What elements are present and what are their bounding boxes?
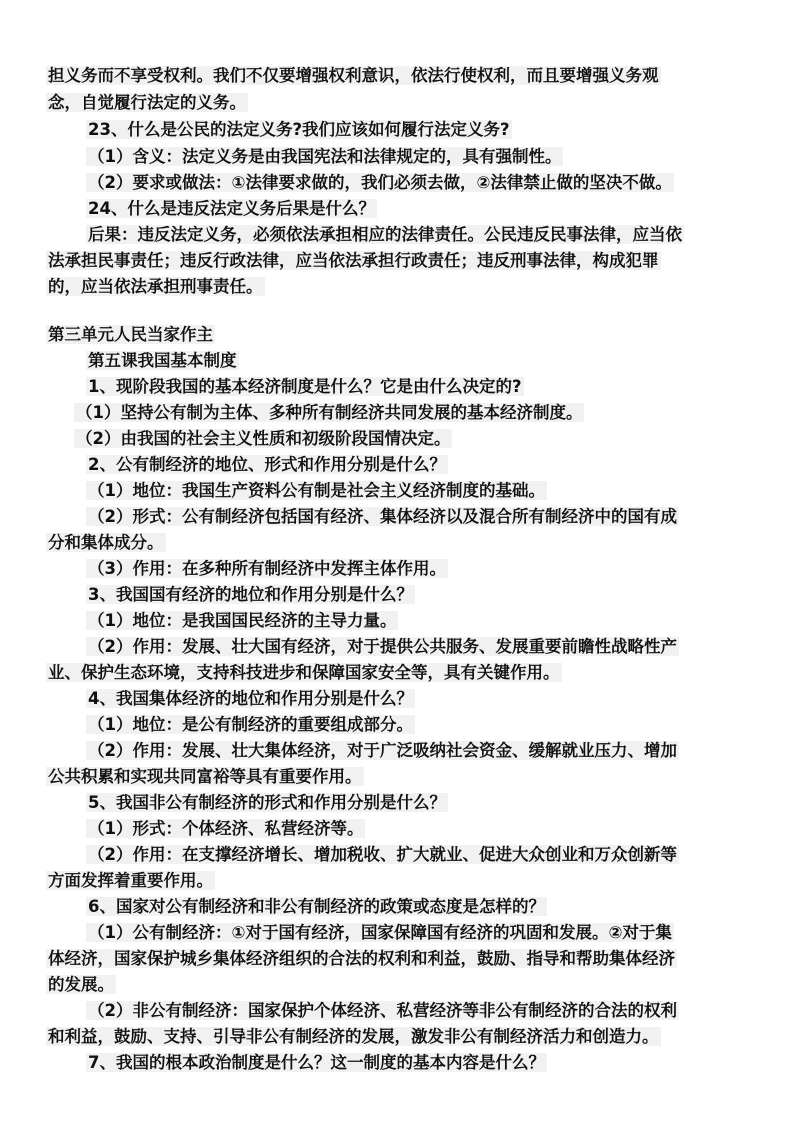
- question-line: 6、国家对公有制经济和非公有制经济的政策或态度是怎样的？: [88, 897, 545, 916]
- answer-line: （1）坚持公有制为主体、多种所有制经济共同发展的基本经济制度。: [76, 403, 583, 422]
- text-line: 担义务而不享受权利。我们不仅要增强权利意识，依法行使权利，而且要增强义务观: [48, 66, 659, 85]
- text-line: 的发展。: [48, 975, 114, 994]
- answer-line: （3）作用：在多种所有制经济中发挥主体作用。: [88, 559, 446, 578]
- question-line: 5、我国非公有制经济的形式和作用分别是什么？: [88, 793, 446, 812]
- question-line: 1、现阶段我国的基本经济制度是什么？它是由什么决定的?: [88, 377, 522, 396]
- text-line: 业、保护生态环境，支持科技进步和保障国家安全等，具有关键作用。: [48, 663, 560, 682]
- answer-line: （2）要求或做法：①法律要求做的，我们必须去做，②法律禁止做的坚决不做。: [88, 173, 672, 192]
- answer-line: （1）地位：是公有制经济的重要组成部分。: [88, 715, 413, 734]
- answer-line: （1）形式：个体经济、私营经济等。: [88, 819, 364, 838]
- text-line: 公共积累和实现共同富裕等具有重要作用。: [48, 767, 362, 786]
- answer-line: （1）公有制经济：①对于国有经济，国家保障国有经济的巩固和发展。②对于集: [88, 923, 672, 942]
- question-line: 23、什么是公民的法定义务?我们应该如何履行法定义务?: [88, 120, 510, 139]
- question-line: 7、我国的根本政治制度是什么？这一制度的基本内容是什么？: [88, 1053, 545, 1072]
- lesson-heading: 第五课我国基本制度: [88, 351, 237, 370]
- answer-line: （2）形式：公有制经济包括国有经济、集体经济以及混合所有制经济中的国有成: [88, 507, 677, 526]
- answer-line: （1）含义：法定义务是由我国宪法和法律规定的，具有强制性。: [88, 147, 562, 166]
- question-line: 2、公有制经济的地位、形式和作用分别是什么？: [88, 455, 446, 474]
- text-line: 念，自觉履行法定的义务。: [48, 93, 246, 112]
- text-line: 方面发挥着重要作用。: [48, 871, 213, 890]
- question-line: 24、什么是违反法定义务后果是什么？: [88, 199, 375, 218]
- text-line: 体经济，国家保护城乡集体经济组织的合法的权利和利益，鼓励、指导和帮助集体经济: [48, 949, 675, 968]
- text-line: 分和集体成分。: [48, 533, 164, 552]
- text-line: 和利益，鼓励、支持、引导非公有制经济的发展，激发非公有制经济活力和创造力。: [48, 1027, 659, 1046]
- answer-line: （2）由我国的社会主义性质和初级阶段国情决定。: [76, 429, 451, 448]
- answer-line: （2）作用：发展、壮大集体经济，对于广泛吸纳社会资金、缓解就业压力、增加: [88, 741, 677, 760]
- answer-line: （1）地位：我国生产资料公有制是社会主义经济制度的基础。: [88, 481, 545, 500]
- text-line: 法承担民事责任；违反行政法律，应当依法承担行政责任；违反刑事法律，构成犯罪: [48, 251, 659, 270]
- question-line: 3、我国国有经济的地位和作用分别是什么？: [88, 585, 413, 604]
- answer-line: （2）作用：发展、壮大国有经济，对于提供公共服务、发展重要前瞻性战略性产: [88, 637, 677, 656]
- answer-line: （2）作用：在支撑经济增长、增加税收、扩大就业、促进大众创业和万众创新等: [88, 845, 677, 864]
- question-line: 4、我国集体经济的地位和作用分别是什么？: [88, 689, 413, 708]
- answer-line: （2）非公有制经济：国家保护个体经济、私营经济等非公有制经济的合法的权利: [88, 1001, 677, 1020]
- answer-line: （1）地位：是我国国民经济的主导力量。: [88, 611, 397, 630]
- unit-heading: 第三单元人民当家作主: [48, 325, 213, 344]
- answer-line: 后果：违反法定义务，必须依法承担相应的法律责任。公民违反民事法律，应当依: [88, 225, 682, 244]
- text-line: 的，应当依法承担刑事责任。: [48, 277, 263, 296]
